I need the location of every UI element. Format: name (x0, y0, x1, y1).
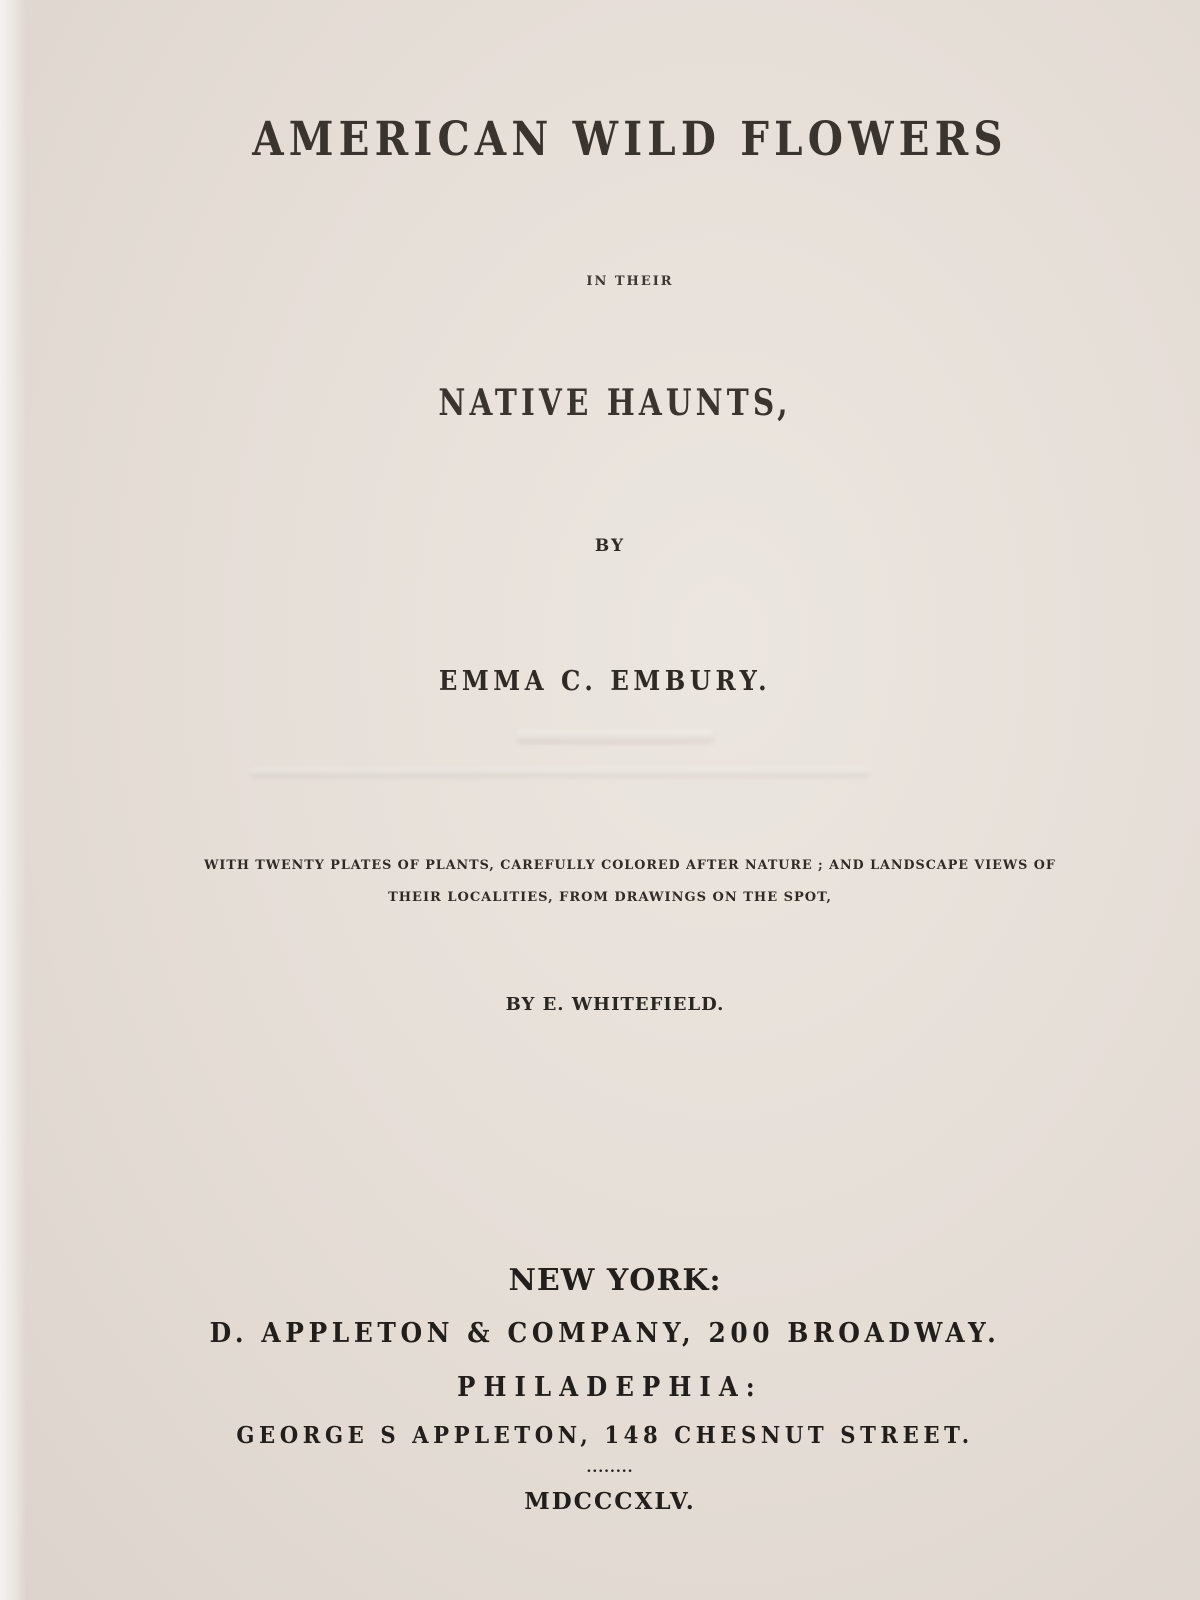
ornament-dots: ........ (586, 1460, 634, 1476)
subtitle-small: IN THEIR (586, 274, 674, 289)
plates-description-line-1: WITH TWENTY PLATES OF PLANTS, CAREFULLY COLORED AFTER NATURE ; AND LANDSCAPE VIEWS OF (204, 858, 1056, 873)
imprint-publisher-philadelphia: GEORGE S APPLETON, 148 CHESNUT STREET. (236, 1422, 974, 1449)
publication-year: MDCCCXLV. (524, 1488, 696, 1515)
imprint-city-new-york: NEW YORK: (508, 1263, 722, 1298)
imprint-city-philadelphia: PHILADEPHIA: (457, 1372, 763, 1403)
book-title: AMERICAN WILD FLOWERS (252, 112, 1008, 167)
embossed-mark (515, 730, 715, 744)
plates-description-line-2: THEIR LOCALITIES, FROM DRAWINGS ON THE SPOT, (388, 890, 832, 905)
page-edge (0, 0, 26, 1600)
book-subtitle: NATIVE HAUNTS, (438, 382, 792, 424)
imprint-publisher-new-york: D. APPLETON & COMPANY, 200 BROADWAY. (209, 1318, 1001, 1349)
illustrator-credit: BY E. WHITEFIELD. (505, 994, 725, 1015)
by-line: BY (594, 536, 626, 556)
embossed-rule (250, 768, 870, 778)
author-name: EMMA C. EMBURY. (438, 666, 772, 697)
